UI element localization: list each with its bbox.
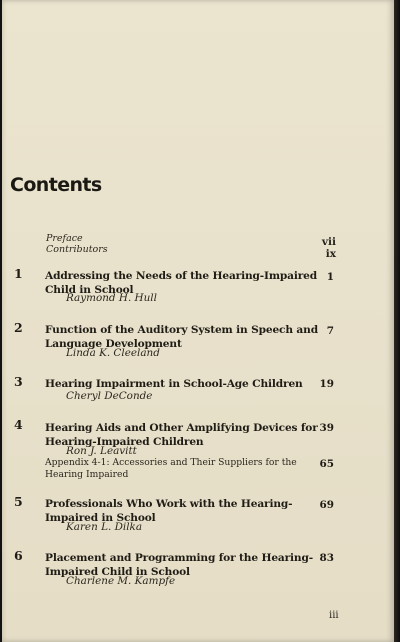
chapter-author: Cheryl DeConde	[66, 390, 153, 402]
front-matter-contributors-page: ix	[325, 248, 336, 260]
chapter-title: Addressing the Needs of the Hearing-Impaired Child in School	[45, 270, 318, 296]
page-edge-shadow	[394, 0, 400, 642]
front-matter-preface-page: vii	[321, 236, 336, 248]
appendix-page-number: 65	[319, 458, 334, 470]
chapter-title: Placement and Programming for the Hearing-Impaired Child in School	[45, 552, 313, 578]
book-page	[2, 0, 394, 642]
chapter-page-number: 19	[319, 378, 334, 390]
chapter-page-number: 83	[319, 552, 334, 564]
chapter-title: Hearing Aids and Other Amplifying Devices for Hearing-Impaired Children	[45, 422, 318, 448]
chapter-title: Function of the Auditory System in Speech and Language Development	[45, 324, 318, 350]
page-heading: Contents	[10, 174, 102, 196]
chapter-number: 1	[14, 266, 23, 281]
chapter-page-number: 7	[326, 325, 334, 337]
chapter-author: Charlene M. Kampfe	[66, 575, 176, 587]
chapter-page-number: 39	[319, 422, 334, 434]
chapter-page-number: 1	[326, 271, 334, 283]
chapter-author: Ron J. Leavitt	[66, 445, 137, 457]
chapter-number: 6	[14, 548, 23, 563]
chapter-page-number: 69	[319, 499, 334, 511]
chapter-number: 5	[14, 494, 23, 509]
chapter-number: 3	[14, 374, 23, 389]
chapter-title: Hearing Impairment in School-Age Children	[45, 378, 303, 390]
front-matter-preface-label: Preface	[46, 233, 83, 244]
chapter-number: 2	[14, 320, 23, 335]
chapter-author: Linda K. Cleeland	[66, 347, 160, 359]
front-matter-contributors-label: Contributors	[46, 244, 108, 255]
chapter-author: Karen L. Dilka	[66, 521, 143, 533]
chapter-number: 4	[14, 417, 23, 432]
page-number: iii	[329, 610, 339, 621]
appendix-entry: Appendix 4-1: Accessories and Their Suppliers for the Hearing Impaired	[45, 457, 297, 480]
chapter-title: Professionals Who Work with the Hearing-Impaired in School	[45, 498, 293, 524]
chapter-author: Raymond H. Hull	[66, 292, 157, 304]
